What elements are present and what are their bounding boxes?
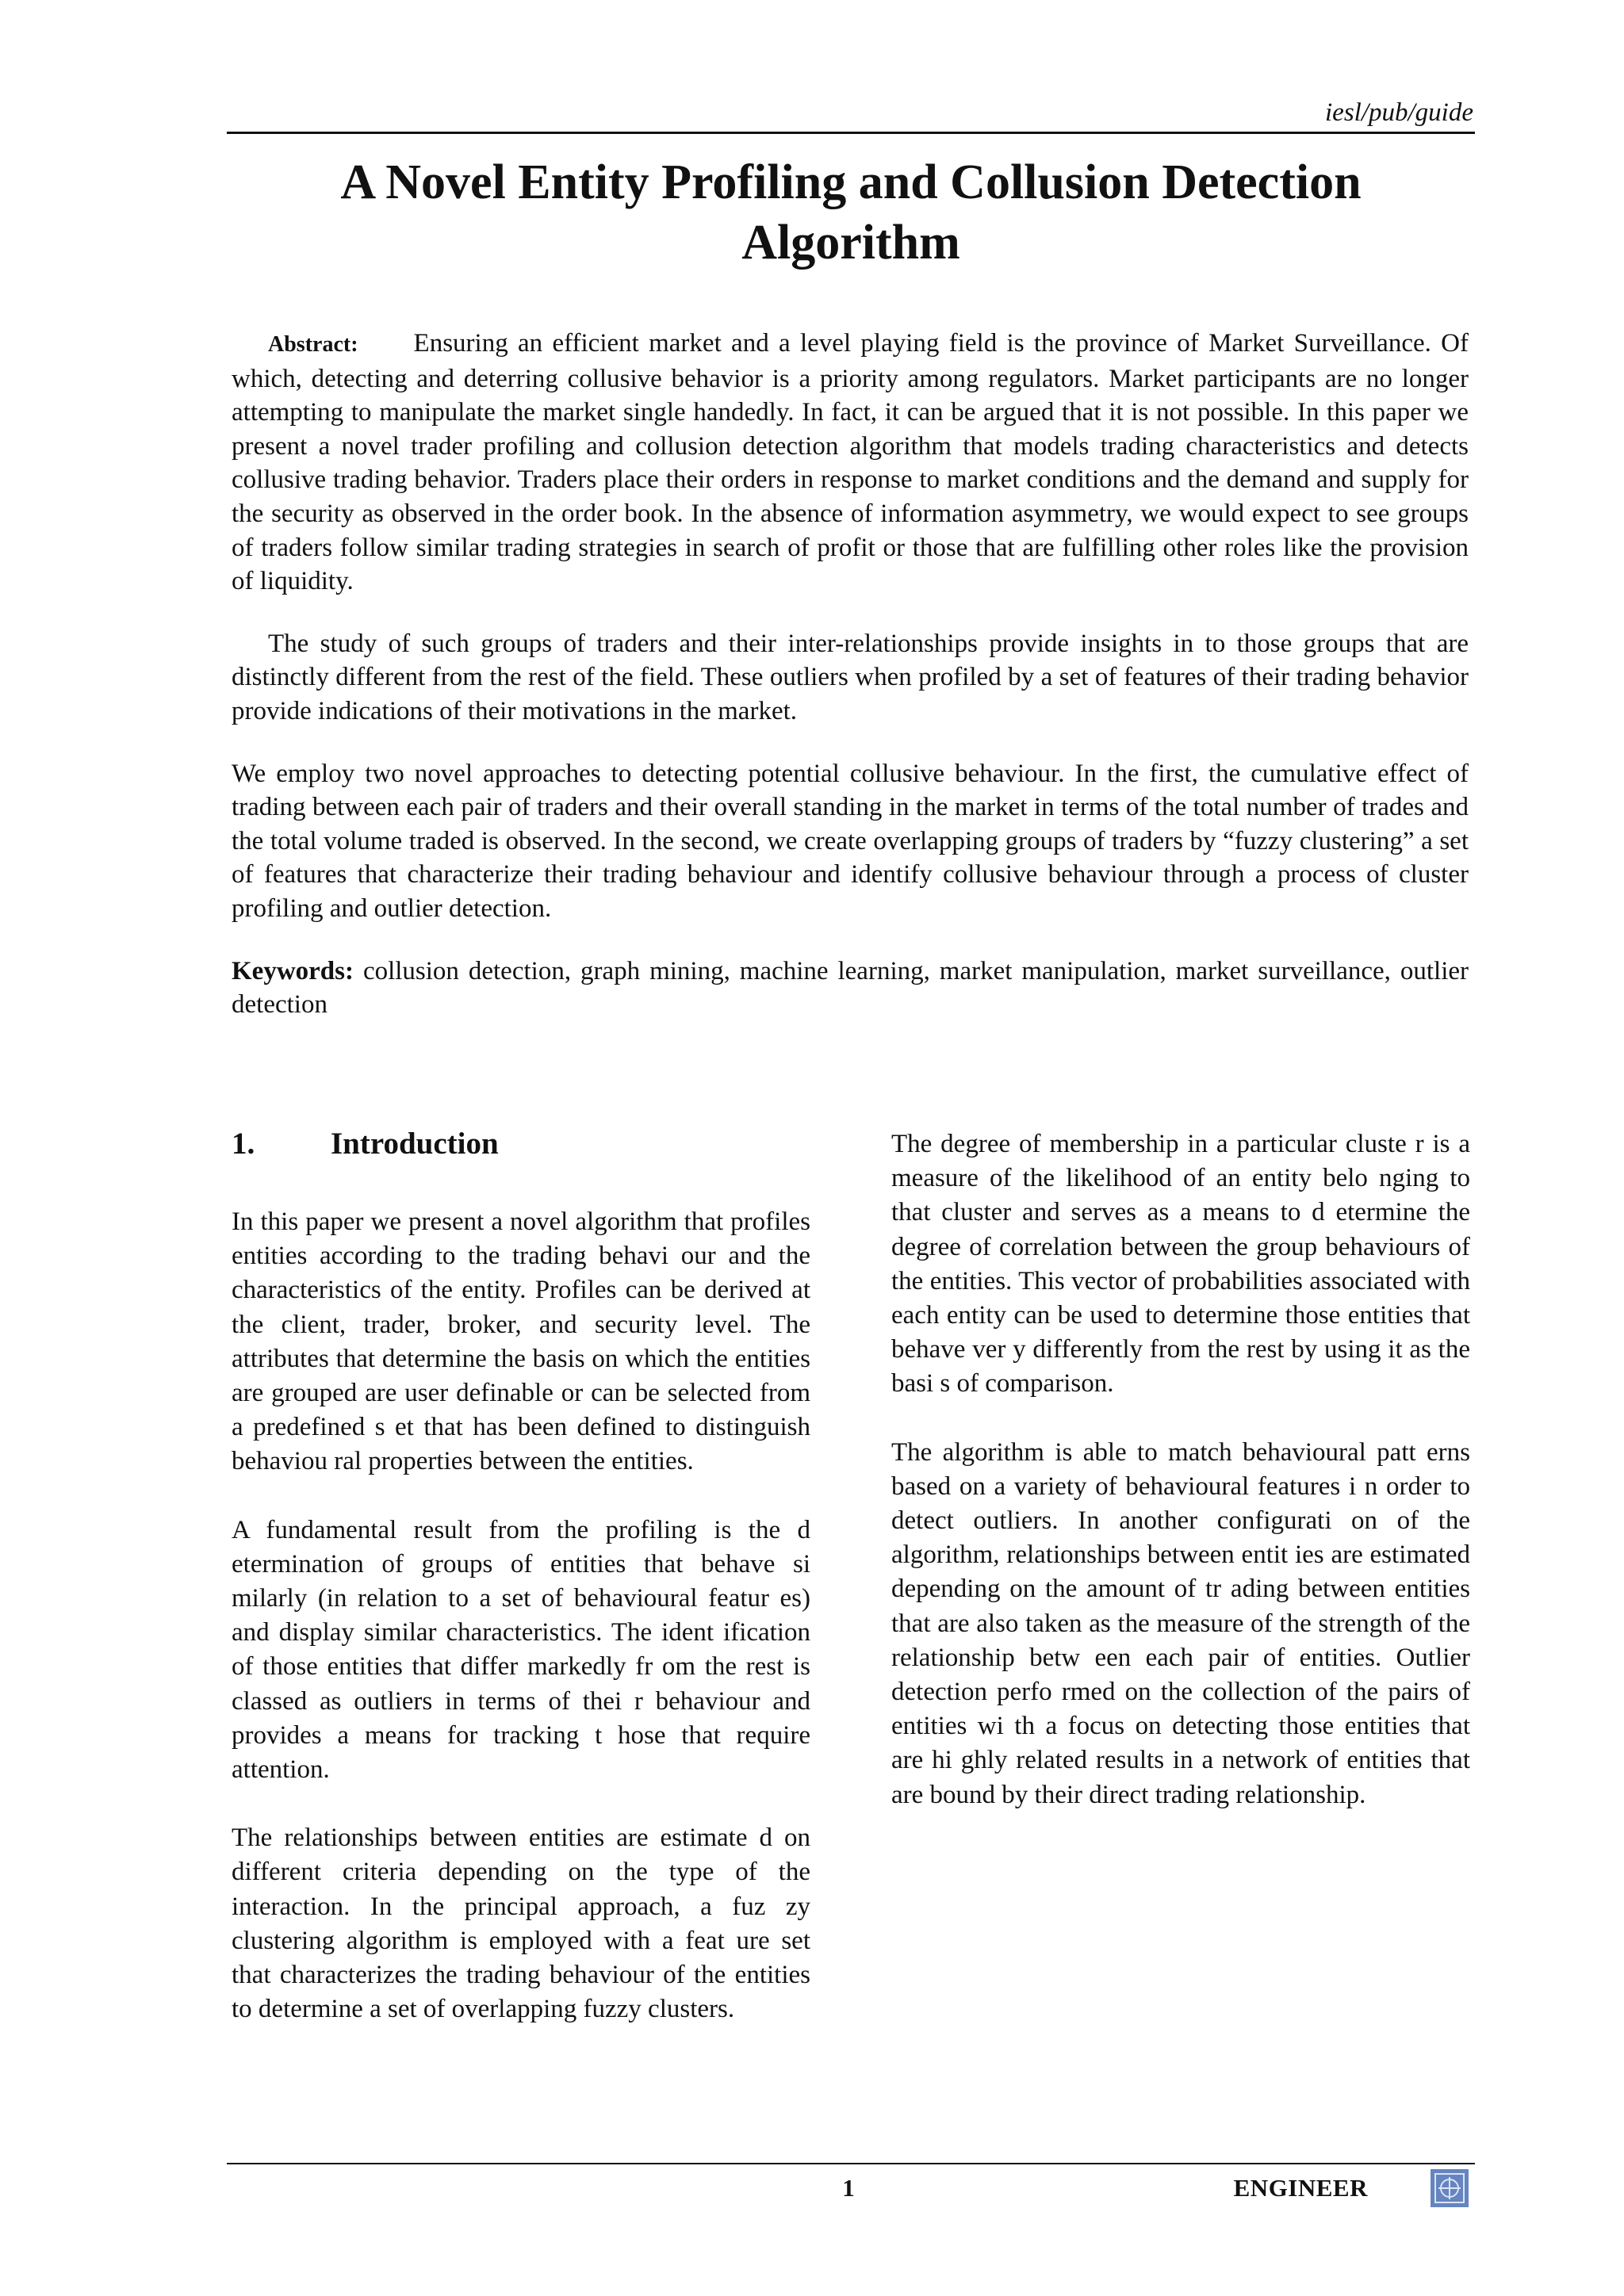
section-heading-introduction <box>232 1124 810 1164</box>
intro-paragraph-5: The algorithm is able to match behavioural patt erns based on a variety of behavioural features i n order to detect outliers. In another configurati on of the algorithm, relationships between entit ies are estimated depending on the amount of tr ading between entities that are also taken as the measure of the strength of the relationship betw een each pair of entities. Outlier detection perfo rmed on the collection of the pairs of entities wi th a focus on detecting those entities that are hi ghly related results in a network of entities that are bound by their direct trading relationship. <box>891 1437 1470 1809</box>
abstract-label: Abstract: <box>268 332 358 357</box>
section-number: 1. <box>232 1127 255 1161</box>
abstract-paragraph-1 <box>232 327 1469 599</box>
footer-rule <box>227 2163 1475 2164</box>
left-column <box>232 1124 810 2061</box>
header-rule <box>227 132 1475 134</box>
abstract-text-1: Ensuring an efficient market and a level playing field is the province of Market Surveillance. Of which, detecting and deterring collusive behavior is a priority among regulators. Market participants are no longer attempting to manipulate the market single handedly. In fact, it can be argued that it is not possible. In this paper we present a novel trader profiling and collusion detection algorithm that models trading characteristics and detects collusive trading behavior. Traders place their orders in response to market conditions and the demand and supply for the security as observed in the order book. In the absence of information asymmetry, we would expect to see groups of traders follow similar trading strategies in search of profit or those that are fulfilling other roles like the provision of liquidity. <box>232 329 1469 596</box>
abstract-paragraph-3: We employ two novel approaches to detecting potential collusive behaviour. In the first, the cumulative effect of trading between each pair of traders and their overall standing in the market in terms of the total number of trades and the total volume traded is observed. In the second, we create overlapping groups of traders by “fuzzy clustering” a set of features that characterize their trading behaviour and identify collusive behaviour through a process of cluster profiling and outlier detection. <box>232 759 1469 923</box>
title-line-1: A Novel Entity Profiling and Collusion Detection <box>340 155 1362 209</box>
footer-org-name: ENGINEER <box>1233 2174 1368 2202</box>
keywords-text: collusion detection, graph mining, machine learning, market manipulation, market surveillance, outlier detection <box>232 956 1469 1020</box>
keywords-label: Keywords: <box>232 956 354 985</box>
keywords <box>232 955 1469 1022</box>
section-title: Introduction <box>331 1127 499 1161</box>
right-column <box>891 1127 1470 1846</box>
journal-code: iesl/pub/guide <box>1325 98 1473 127</box>
abstract-section <box>232 327 1469 1050</box>
title-line-2: Algorithm <box>741 216 960 270</box>
intro-paragraph-3: The relationships between entities are estimate d on different criteria depending on the type of the interaction. In the principal approach, a fuz zy clustering algorithm is employed with a feat ure set that characterizes the trading behaviour of the entities to determine a set of overlapping fuzzy clusters. <box>232 1823 810 2024</box>
intro-paragraph-1: In this paper we present a novel algorithm that profiles entities according to the trading behavi our and the characteristics of the entity. Profiles can be derived at the client, trader, broker, and security level. The attributes that determine the basis on which the entities are grouped are user definable or can be selected from a predefined s et that has been defined to distinguish behaviou ral properties between the entities. <box>232 1207 810 1476</box>
abstract-paragraph-2: The study of such groups of traders and their inter-relationships provide insights in to those groups that are distinctly different from the rest of the field. These outliers when profiled by a set of features of their trading behavior provide indications of their motivations in the market. <box>232 629 1469 725</box>
page-number: 1 <box>842 2174 855 2202</box>
paper-title <box>227 152 1475 273</box>
intro-paragraph-4: The degree of membership in a particular cluste r is a measure of the likelihood of an entity belo nging to that cluster and serves as a means to d etermine the degree of correlation between the group behaviours of the entities. This vector of probabilities associated with each entity can be used to determine those entities that behave ver y differently from the rest by using it as the basi s of comparison. <box>891 1130 1470 1399</box>
intro-paragraph-2: A fundamental result from the profiling is the d etermination of groups of entities that behave si milarly (in relation to a set of behavioural featur es) and display similar characteristics. The ident ification of those entities that differ markedly fr om the rest is classed as outliers in terms of thei r behaviour and provides a means for tracking t hose that require attention. <box>232 1515 810 1785</box>
institution-logo-icon <box>1427 2166 1472 2210</box>
